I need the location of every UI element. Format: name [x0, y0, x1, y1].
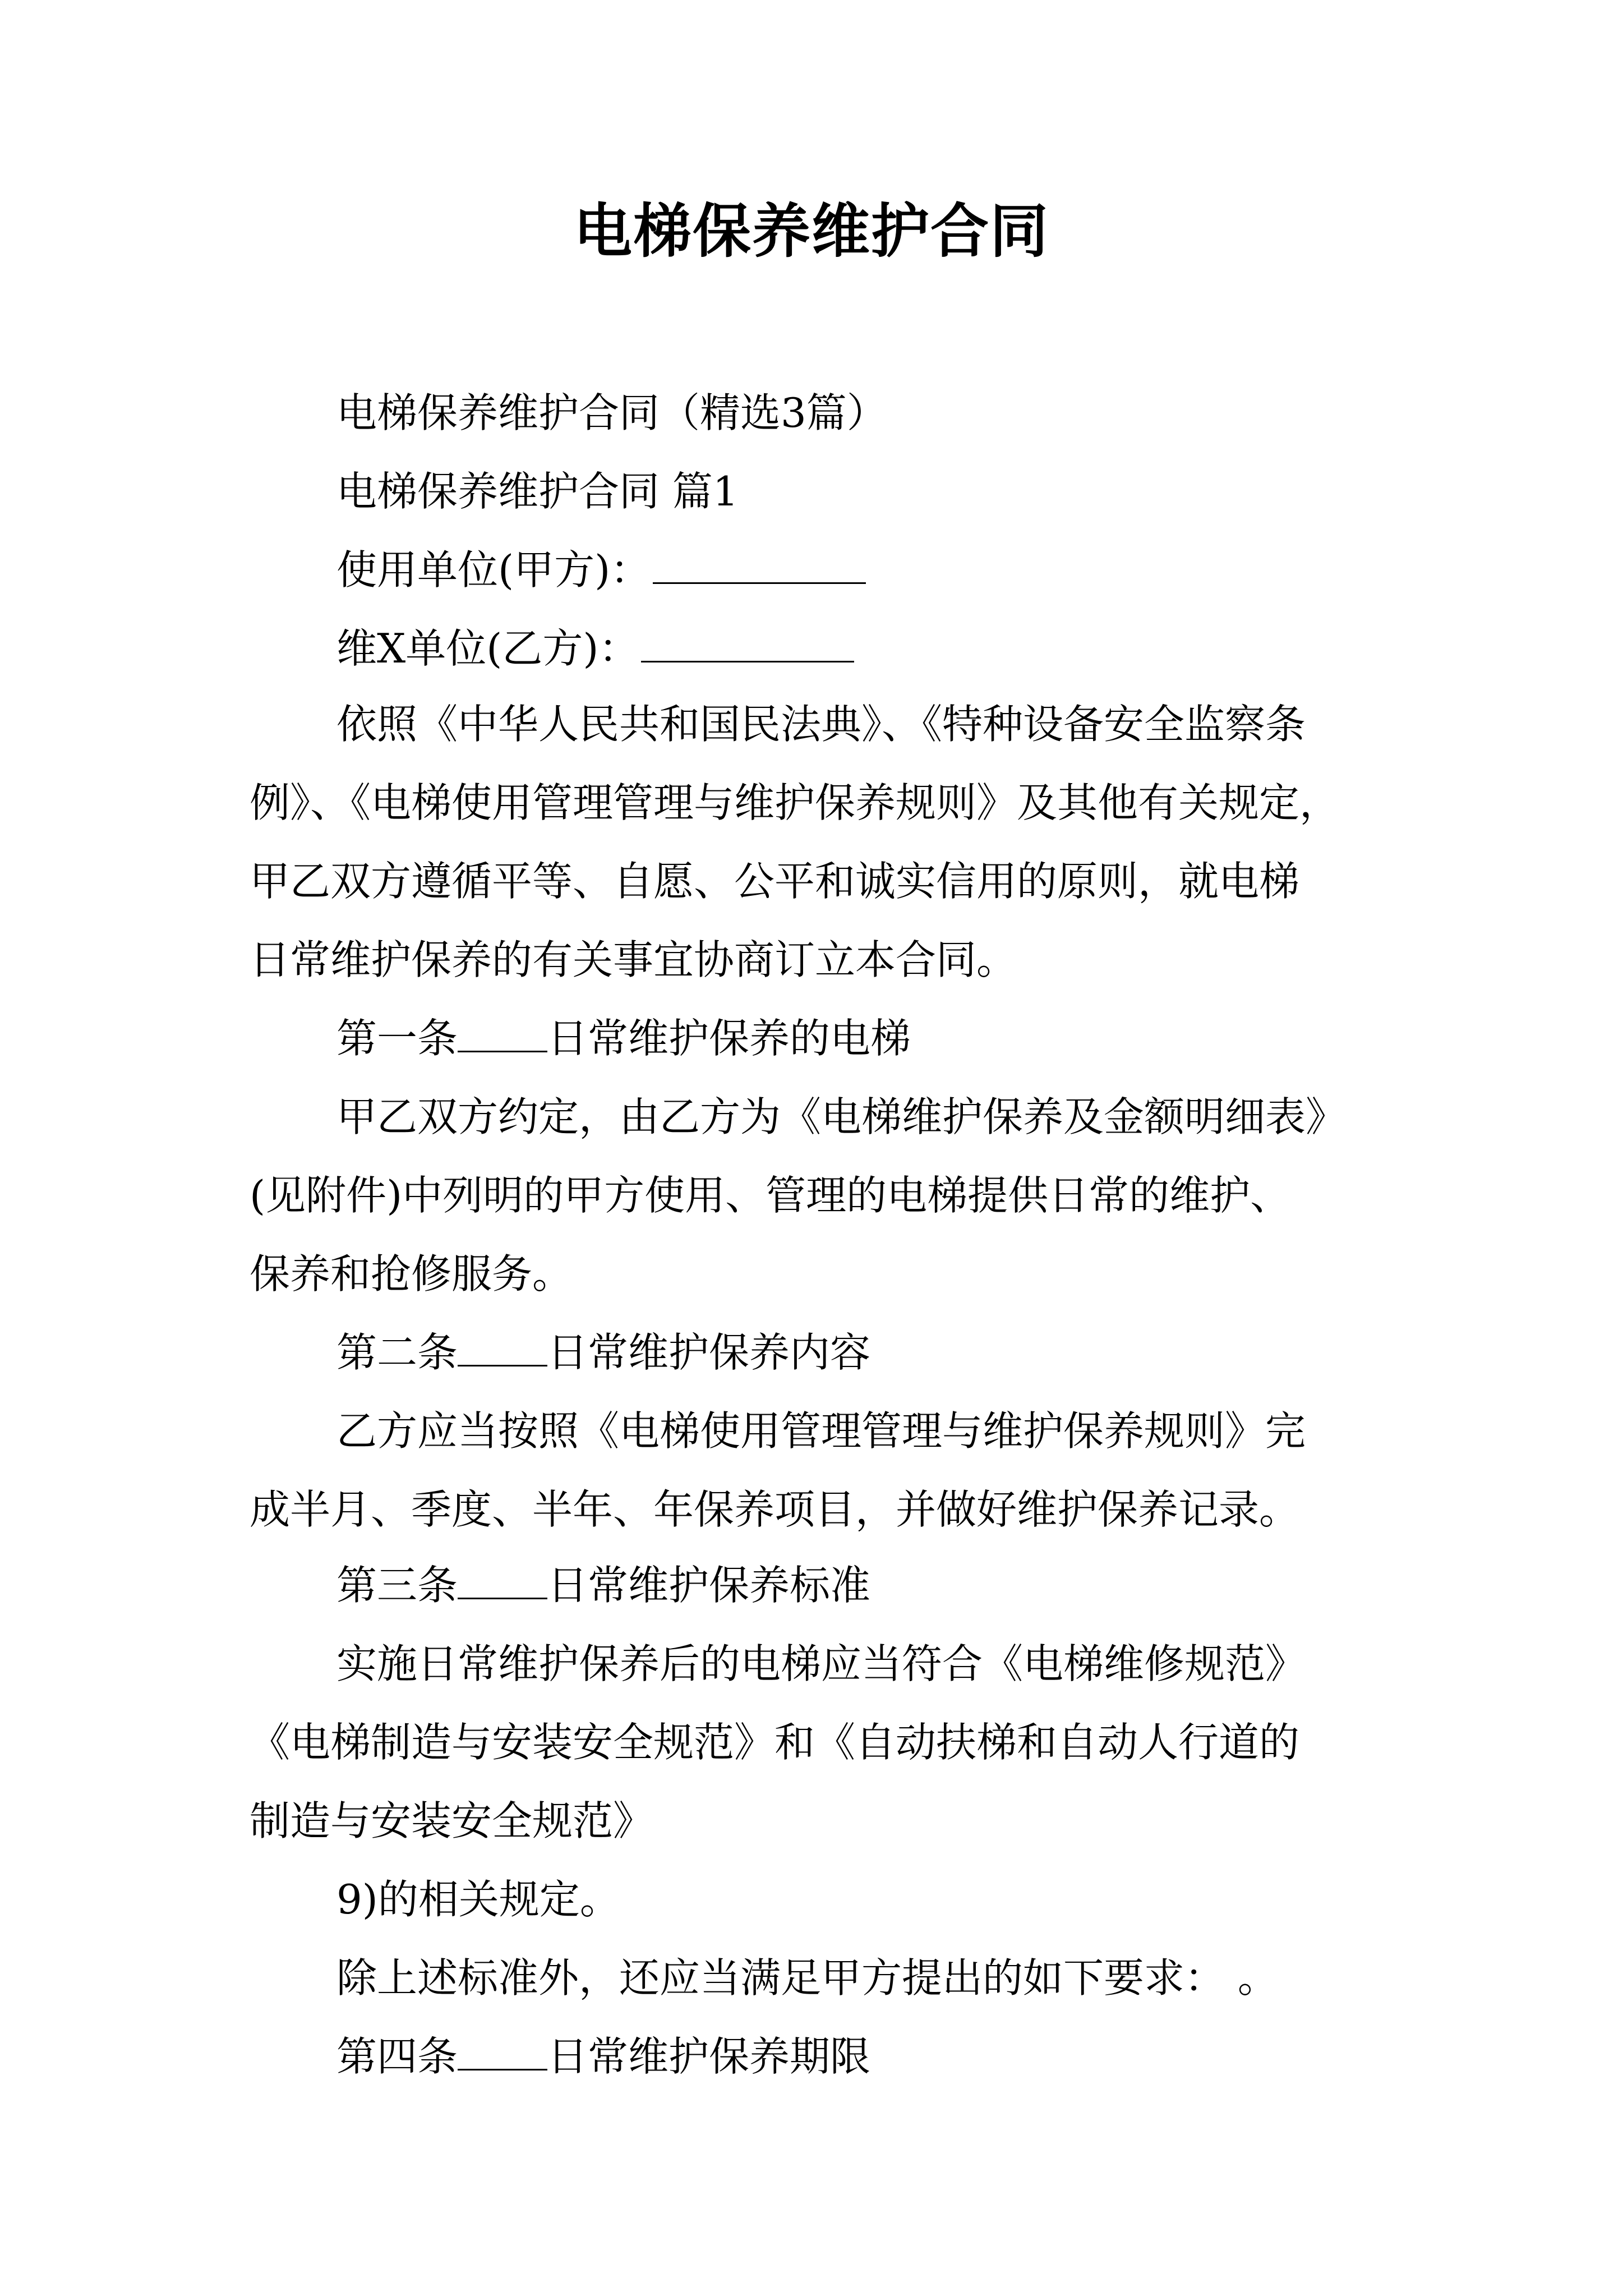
section-heading: 电梯保养维护合同 篇1 [336, 468, 739, 515]
document-title: 电梯保养维护合同 [573, 196, 1049, 265]
article-blank [458, 2037, 547, 2070]
paragraph-line: 乙方应当按照《电梯使用管理管理与维护保养规则》完 [336, 1407, 1306, 1455]
paragraph-line: 9)的相关规定。 [336, 1876, 620, 1923]
article-heading [336, 1015, 911, 1062]
party-b-line [336, 625, 854, 672]
paragraph-line: 甲乙双方约定，由乙方为《电梯维护保养及金额明细表》 [336, 1093, 1347, 1140]
paragraph-line: 日常维护保养的有关事宜协商订立本合同。 [250, 936, 1017, 983]
article-number: 第四条 [336, 2033, 458, 2080]
paragraph-line: 制造与安装安全规范》 [250, 1797, 654, 1844]
article-title: 日常维护保养内容 [547, 1329, 871, 1376]
party-b-label: 维X单位(乙方)： [336, 625, 639, 672]
article-heading [336, 2033, 871, 2080]
article-number: 第二条 [336, 1329, 458, 1376]
article-heading [336, 1562, 871, 1609]
article-blank [458, 1333, 547, 1366]
paragraph-line: (见附件)中列明的甲方使用、管理的电梯提供日常的维护、 [250, 1172, 1291, 1219]
party-a-line [336, 546, 866, 593]
party-a-blank [653, 551, 866, 584]
paragraph-line: 保养和抢修服务。 [250, 1250, 573, 1297]
party-a-label: 使用单位(甲方)： [336, 546, 651, 593]
subtitle-line: 电梯保养维护合同（精选3篇） [336, 389, 887, 436]
article-title: 日常维护保养的电梯 [547, 1015, 911, 1062]
paragraph-line: 《电梯制造与安装安全规范》和《自动扶梯和自动人行道的 [250, 1719, 1300, 1766]
paragraph-line: 依照《中华人民共和国民法典》、《特种设备安全监察条 [336, 701, 1306, 748]
article-heading [336, 1329, 871, 1376]
article-blank [458, 1019, 547, 1052]
party-b-blank [641, 629, 854, 662]
paragraph-line: 除上述标准外，还应当满足甲方提出的如下要求： 。 [336, 1954, 1278, 2001]
paragraph-line: 实施日常维护保养后的电梯应当符合《电梯维修规范》 [336, 1640, 1306, 1687]
paragraph-line: 成半月、季度、半年、年保养项目，并做好维护保养记录。 [250, 1486, 1300, 1533]
article-blank [458, 1566, 547, 1599]
paragraph-line: 甲乙双方遵循平等、自愿、公平和诚实信用的原则，就电梯 [250, 858, 1300, 905]
article-number: 第三条 [336, 1562, 458, 1609]
article-title: 日常维护保养标准 [547, 1562, 871, 1609]
article-title: 日常维护保养期限 [547, 2033, 871, 2080]
paragraph-line: 例》、《电梯使用管理管理与维护保养规则》及其他有关规定， [250, 779, 1340, 826]
article-number: 第一条 [336, 1015, 458, 1062]
